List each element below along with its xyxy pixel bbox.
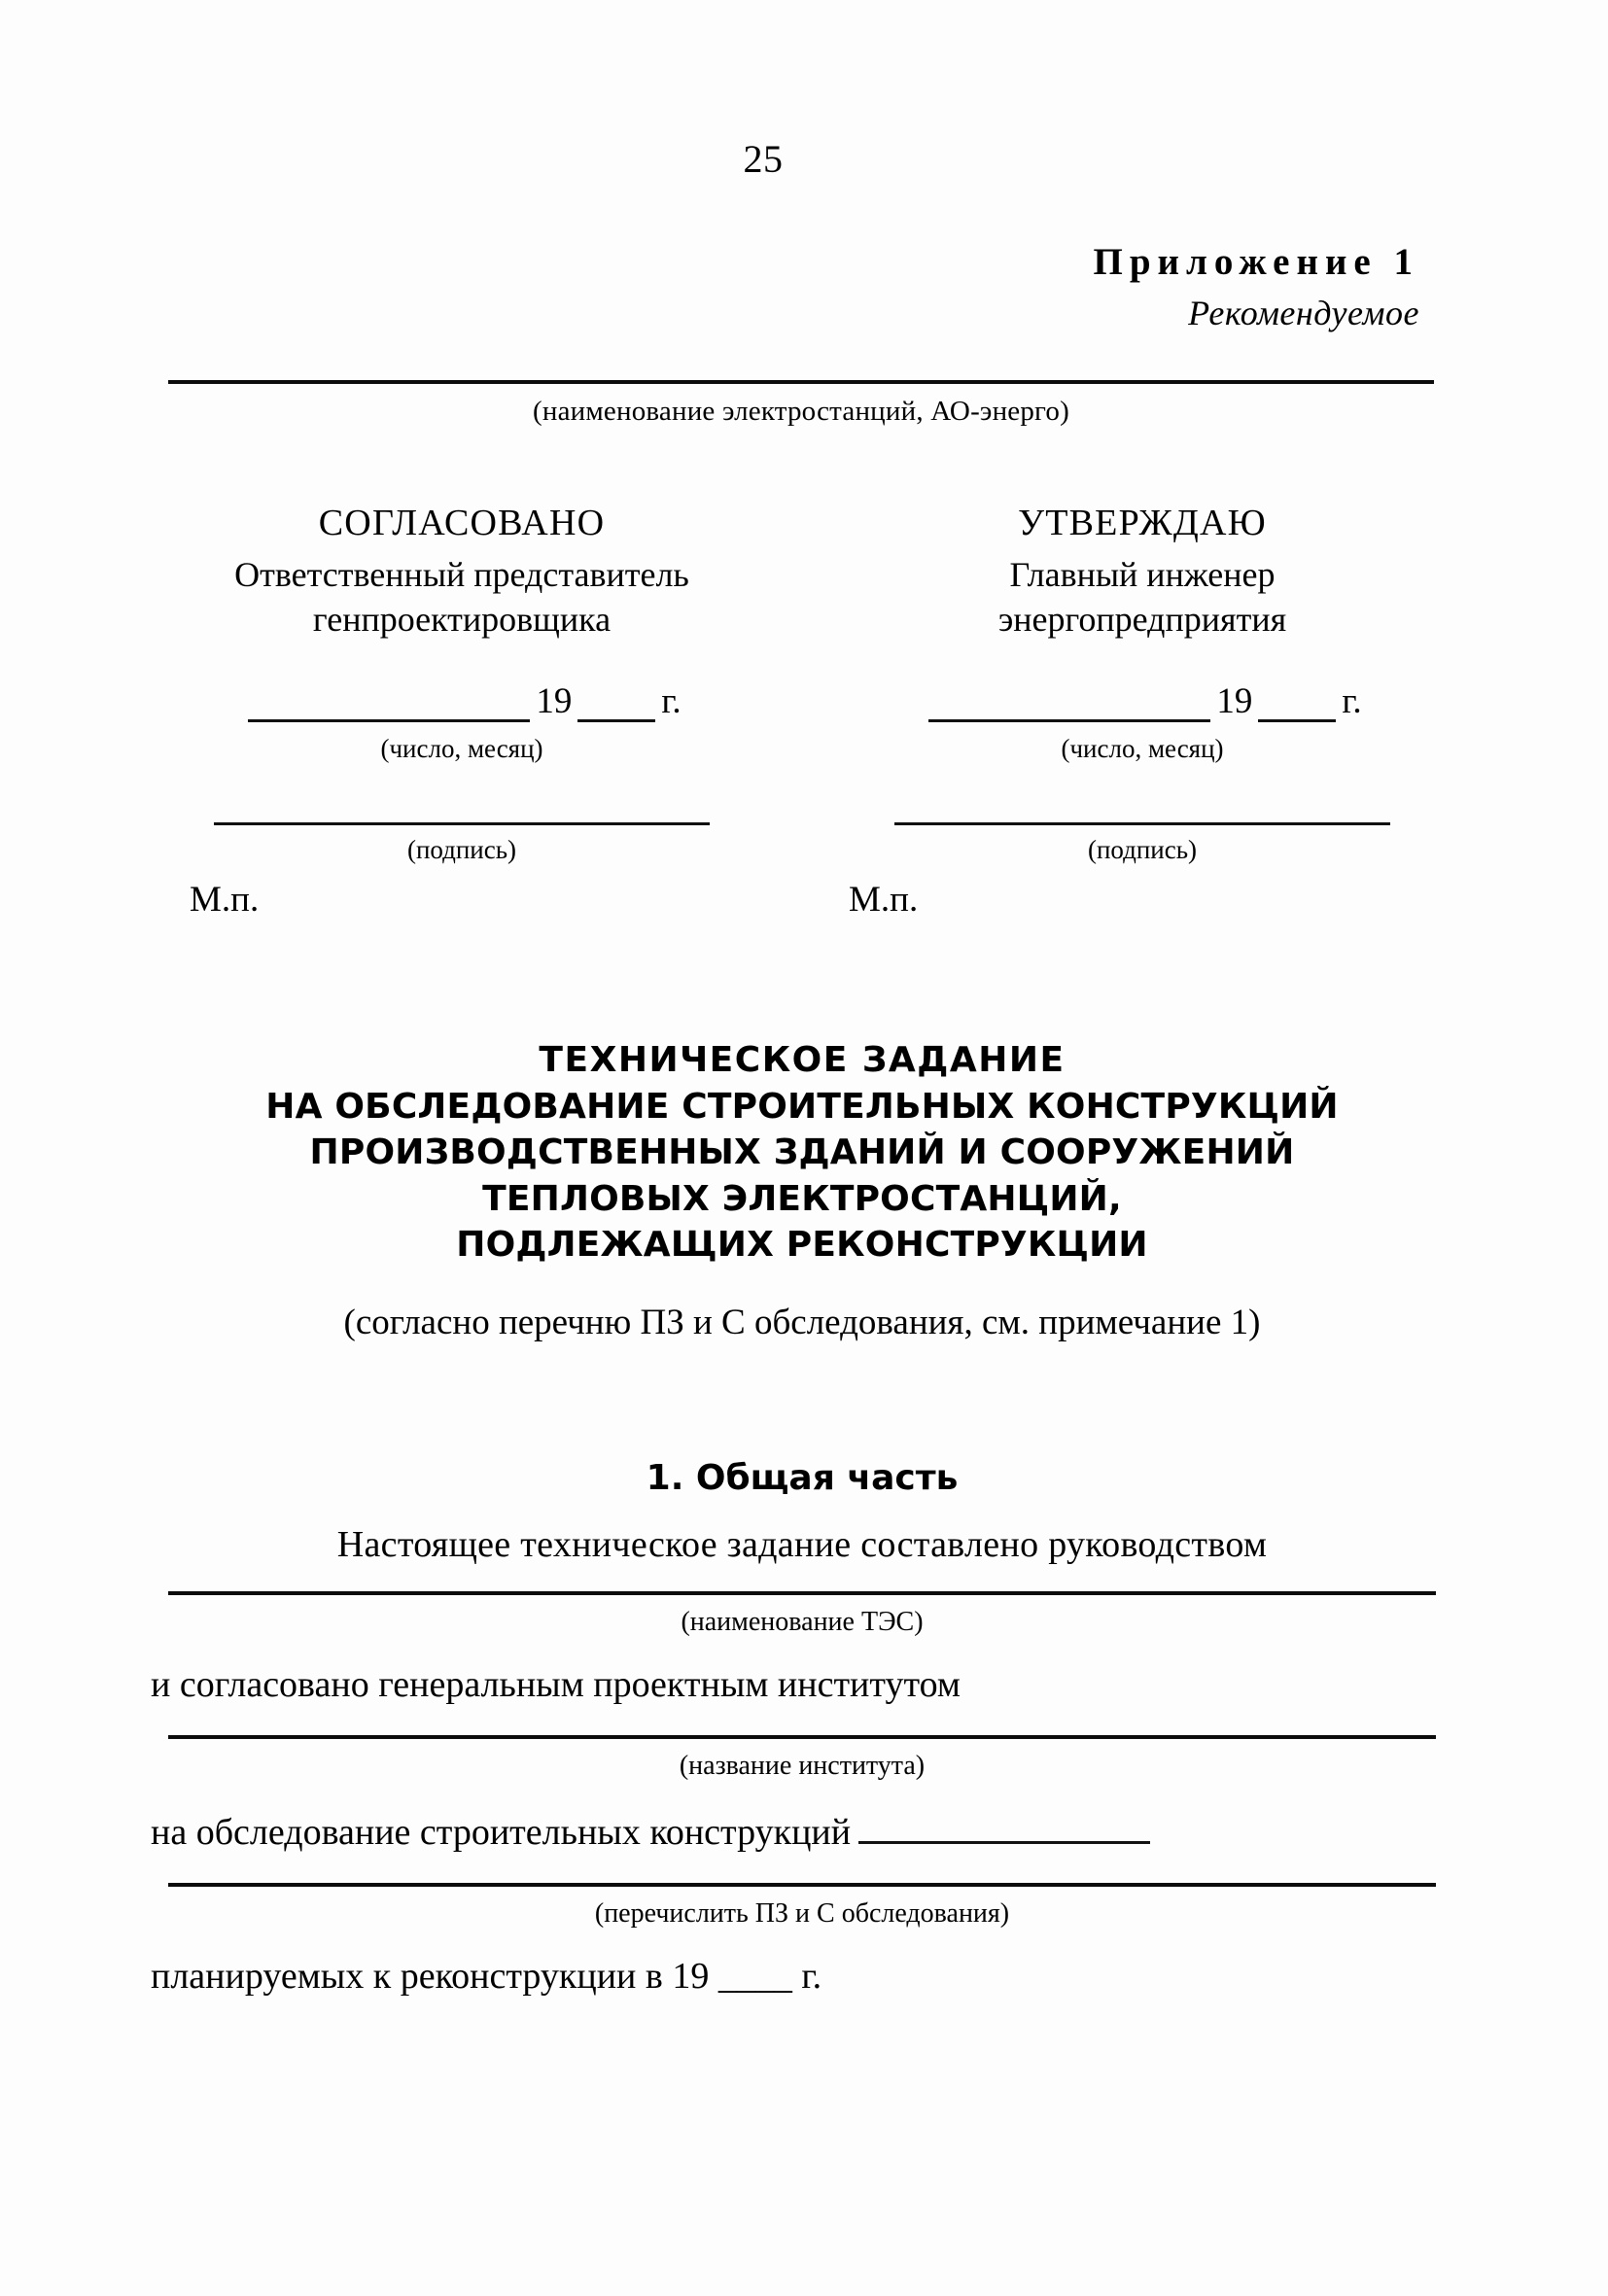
organization-caption: (наименование электростанций, АО-энерго) (533, 396, 1069, 427)
section-1-paragraph-3-row (151, 1811, 1453, 1854)
tes-name-caption: (наименование ТЭС) (681, 1606, 924, 1637)
section-1-paragraph-2: и согласовано генеральным проектным институтом (151, 1663, 961, 1705)
structures-list-caption: (перечислить ПЗ и С обследования) (594, 1897, 1010, 1929)
document-title-note: (согласно перечню ПЗ и С обследования, см. примечание 1) (343, 1302, 1261, 1342)
approved-stamp-label: М.п. (849, 880, 919, 920)
document-title-line4: ТЕПЛОВЫХ ЭЛЕКТРОСТАНЦИЙ, (482, 1178, 1122, 1219)
approval-left-column (151, 502, 763, 921)
section-1-paragraph-4: планируемых к реконструкции в 19 ____ г. (151, 1955, 822, 1997)
agreed-date-blank (248, 694, 530, 722)
appendix-subtitle: Рекомендуемое (1188, 294, 1419, 332)
structures-list-field (151, 1883, 1453, 1930)
page-number: 25 (743, 137, 784, 181)
section-1-heading: 1. Общая часть (646, 1457, 959, 1498)
organization-field (151, 380, 1453, 428)
agreed-signature-rule (214, 822, 710, 825)
agreed-year-prefix: 19 (536, 681, 573, 721)
agreed-signature-field (160, 822, 763, 865)
structures-blank (858, 1818, 1150, 1844)
institute-name-field (151, 1735, 1453, 1782)
agreed-year-suffix: г. (661, 681, 682, 721)
approved-year-prefix: 19 (1216, 681, 1253, 721)
structures-list-rule (168, 1883, 1436, 1887)
tes-name-rule (168, 1591, 1436, 1595)
agreed-signature-caption: (подпись) (406, 835, 517, 864)
approval-row (151, 502, 1453, 921)
approved-signature-rule (894, 822, 1390, 825)
document-title (151, 1037, 1453, 1269)
agreed-date-row (160, 680, 763, 722)
institute-name-caption: (название института) (679, 1750, 926, 1781)
appendix-title: Приложение 1 (1093, 241, 1419, 283)
agreed-year-blank (577, 694, 655, 722)
document-title-line5: ПОДЛЕЖАЩИХ РЕКОНСТРУКЦИИ (456, 1225, 1148, 1266)
approved-date-row (841, 680, 1444, 722)
agreed-date-caption: (число, месяц) (380, 734, 543, 763)
approved-signature-field (841, 822, 1444, 865)
approved-role-line2: энергопредприятия (997, 600, 1287, 639)
approved-date-blank (928, 694, 1210, 722)
approved-year-blank (1258, 694, 1336, 722)
agreed-role-line1: Ответственный представитель (234, 555, 689, 594)
page-content (151, 136, 1453, 1998)
approval-right-column (763, 502, 1444, 921)
approved-role-line1: Главный инженер (1009, 555, 1276, 594)
appendix-header (151, 240, 1453, 333)
agreed-role-line2: генпроектировщика (312, 600, 612, 639)
tes-name-field (151, 1591, 1453, 1638)
document-title-line3: ПРОИЗВОДСТВЕННЫХ ЗДАНИЙ И СООРУЖЕНИЙ (309, 1132, 1295, 1173)
section-1-paragraph-3: на обследование строительных конструкций (151, 1811, 852, 1853)
institute-name-rule (168, 1735, 1436, 1739)
approved-heading: УТВЕРЖДАЮ (1018, 503, 1267, 543)
approved-signature-caption: (подпись) (1087, 835, 1198, 864)
organization-rule (168, 380, 1434, 384)
document-title-line2: НА ОБСЛЕДОВАНИЕ СТРОИТЕЛЬНЫХ КОНСТРУКЦИЙ (265, 1086, 1339, 1127)
approved-year-suffix: г. (1342, 681, 1362, 721)
section-1-paragraph-1: Настоящее техническое задание составлено руководством (336, 1523, 1268, 1565)
agreed-stamp-label: М.п. (190, 880, 260, 920)
approved-date-caption: (число, месяц) (1061, 734, 1224, 763)
agreed-heading: СОГЛАСОВАНО (318, 503, 606, 543)
document-title-line1: ТЕХНИЧЕСКОЕ ЗАДАНИЕ (539, 1040, 1066, 1080)
